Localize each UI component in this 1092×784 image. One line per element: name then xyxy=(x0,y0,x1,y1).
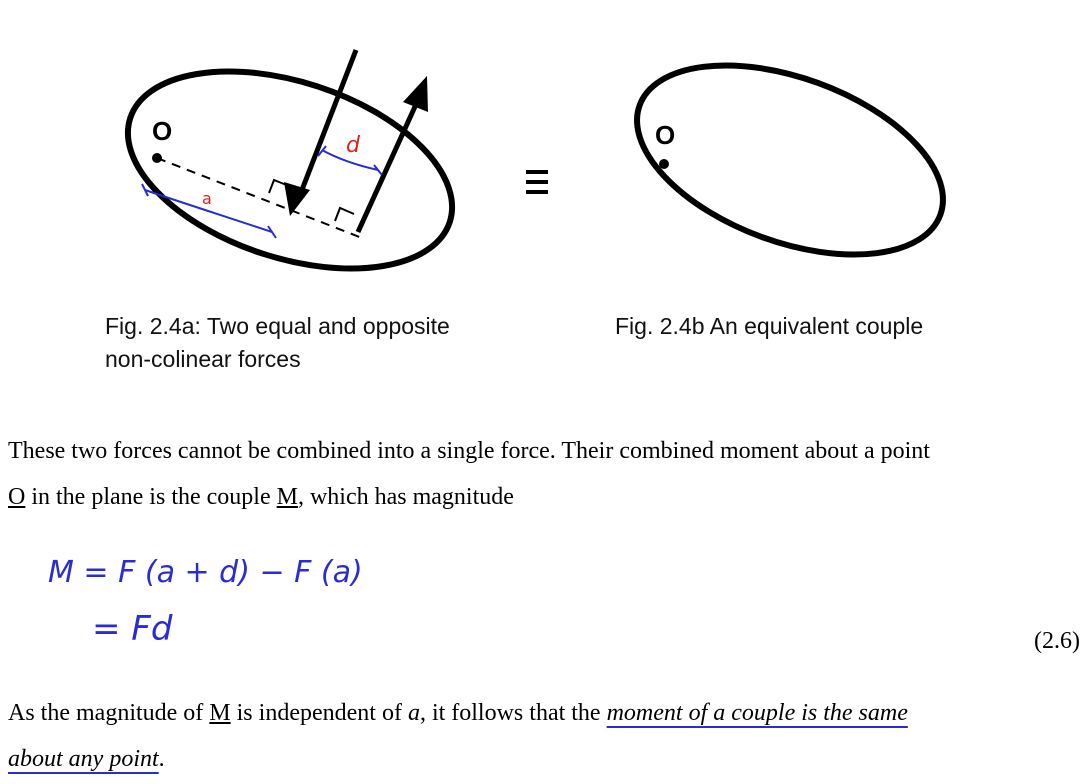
p2-mid: is independent of xyxy=(230,700,408,726)
couple-m-ref: M xyxy=(276,484,298,510)
p2-end: . xyxy=(158,746,165,772)
paragraph-1-mid: in the plane is the couple xyxy=(25,484,277,510)
equation-line-2: = Fd xyxy=(92,609,173,649)
paragraph-1-end: , which has magnitude xyxy=(297,484,514,510)
point-o-label: O xyxy=(152,116,173,146)
label-a: a xyxy=(202,189,212,208)
paragraph-2 xyxy=(8,690,908,782)
p2-mid2: , it follows that the xyxy=(419,700,607,726)
point-o-ref: O xyxy=(8,484,26,510)
caption-fig-2-4b: Fig. 2.4b An equivalent couple xyxy=(615,313,924,339)
p2-start: As the magnitude of xyxy=(8,700,210,726)
key-statement-part-1: moment of a couple is the same xyxy=(606,700,908,726)
point-o-label-b: O xyxy=(655,120,676,150)
paragraph-2-line-2 xyxy=(8,736,908,782)
label-d: d xyxy=(346,133,360,158)
paragraph-2-line-1 xyxy=(8,690,908,736)
couple-m-ref-2: M xyxy=(209,700,231,726)
equation-line-1: M = F (a + d) − F (a) xyxy=(48,555,363,590)
caption-fig-a-line1: Fig. 2.4a: Two equal and opposite xyxy=(105,313,450,339)
a-ref: a xyxy=(407,700,420,726)
key-statement-part-2: about any point xyxy=(8,746,159,772)
paragraph-1-line-1: These two forces cannot be combined into a single force. Their combined moment about a point xyxy=(8,438,930,464)
equation-number: (2.6) xyxy=(1034,628,1080,654)
caption-fig-a-line2: non-colinear forces xyxy=(105,346,301,372)
